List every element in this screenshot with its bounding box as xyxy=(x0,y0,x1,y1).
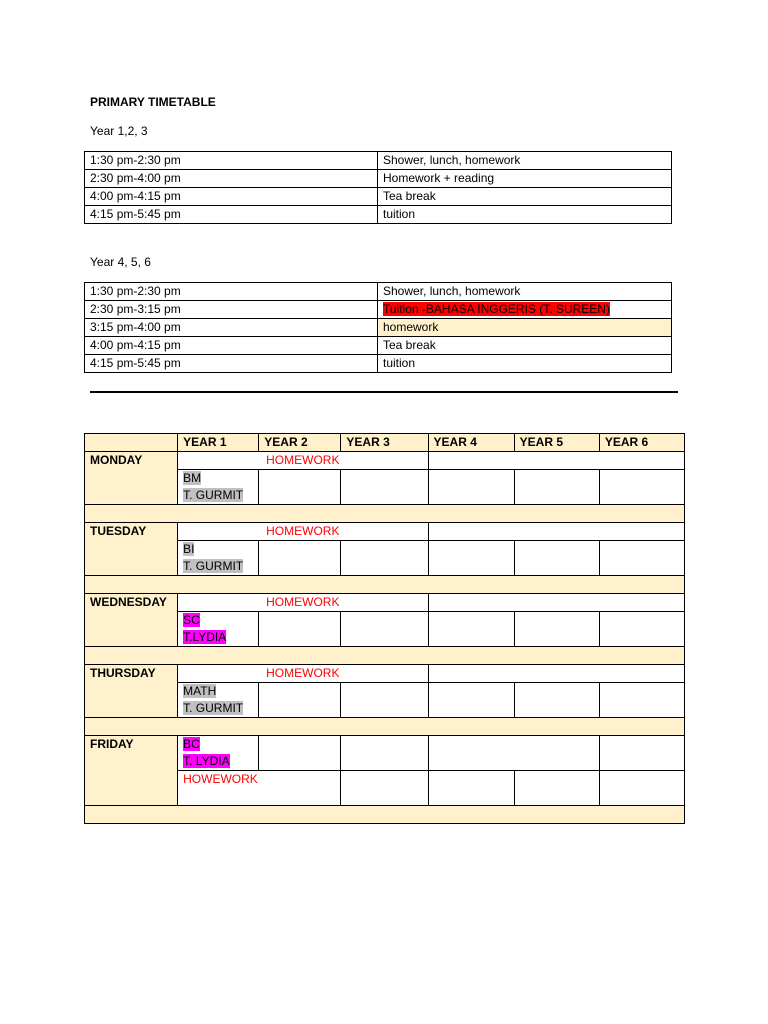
day-row-tuesday xyxy=(85,523,685,541)
schedule-row xyxy=(85,152,672,170)
page-title: PRIMARY TIMETABLE xyxy=(90,95,216,109)
header-year-3: YEAR 3 xyxy=(341,434,428,452)
empty-cell xyxy=(514,771,599,806)
empty-cell xyxy=(341,470,428,505)
day-row-wednesday xyxy=(85,594,685,612)
header-year-6: YEAR 6 xyxy=(599,434,684,452)
subject-cell xyxy=(178,541,259,576)
empty-cell xyxy=(428,523,684,541)
empty-cell xyxy=(428,541,514,576)
group-2-label: Year 4, 5, 6 xyxy=(90,255,151,269)
subject-cell xyxy=(178,736,259,771)
day-label: MONDAY xyxy=(85,452,178,505)
schedule-table-year-1-3 xyxy=(84,151,672,224)
empty-cell xyxy=(428,452,684,470)
header-row xyxy=(85,434,685,452)
schedule-table-year-4-6 xyxy=(84,282,672,373)
spacer-row xyxy=(85,718,685,736)
empty-cell xyxy=(428,683,514,718)
teacher-name: T. GURMIT xyxy=(183,559,244,573)
activity-cell: Tea break xyxy=(378,188,672,206)
corner-cell xyxy=(85,434,178,452)
weekly-timetable xyxy=(84,433,685,824)
day-label: TUESDAY xyxy=(85,523,178,576)
empty-cell xyxy=(514,683,599,718)
activity-cell: Shower, lunch, homework xyxy=(378,283,672,301)
spacer-cell xyxy=(85,505,685,523)
activity-cell: Shower, lunch, homework xyxy=(378,152,672,170)
subject-name: BI xyxy=(183,542,195,556)
empty-cell xyxy=(599,612,684,647)
day-row-thursday xyxy=(85,665,685,683)
activity-cell: Tea break xyxy=(378,337,672,355)
schedule-row xyxy=(85,188,672,206)
time-cell: 4:15 pm-5:45 pm xyxy=(85,206,378,224)
time-cell: 1:30 pm-2:30 pm xyxy=(85,283,378,301)
schedule-row xyxy=(85,283,672,301)
homework-label: HOMEWORK xyxy=(178,452,428,470)
header-year-1: YEAR 1 xyxy=(178,434,259,452)
subject-name: SC xyxy=(183,613,200,627)
empty-cell xyxy=(599,683,684,718)
time-cell: 4:00 pm-4:15 pm xyxy=(85,188,378,206)
time-cell: 4:00 pm-4:15 pm xyxy=(85,337,378,355)
empty-cell xyxy=(259,612,341,647)
empty-cell xyxy=(341,683,428,718)
empty-cell xyxy=(259,736,341,771)
homework-label: HOMEWORK xyxy=(178,523,428,541)
schedule-row xyxy=(85,170,672,188)
empty-cell xyxy=(259,470,341,505)
schedule-row xyxy=(85,355,672,373)
time-cell: 2:30 pm-3:15 pm xyxy=(85,301,378,319)
subject-cell xyxy=(178,470,259,505)
header-year-2: YEAR 2 xyxy=(259,434,341,452)
activity-cell: tuition xyxy=(378,206,672,224)
day-row-friday xyxy=(85,736,685,771)
empty-cell xyxy=(599,771,684,806)
homework-label: HOMEWORK xyxy=(178,594,428,612)
teacher-name: T. GURMIT xyxy=(183,701,244,715)
spacer-row xyxy=(85,576,685,594)
spacer-row xyxy=(85,505,685,523)
horizontal-divider xyxy=(90,391,678,393)
empty-cell xyxy=(428,665,684,683)
spacer-cell xyxy=(85,576,685,594)
spacer-cell xyxy=(85,806,685,824)
empty-cell xyxy=(259,541,341,576)
schedule-row xyxy=(85,337,672,355)
empty-cell xyxy=(341,612,428,647)
empty-cell xyxy=(428,736,599,771)
time-cell: 4:15 pm-5:45 pm xyxy=(85,355,378,373)
activity-cell: tuition xyxy=(378,355,672,373)
activity-cell: Homework + reading xyxy=(378,170,672,188)
header-year-4: YEAR 4 xyxy=(428,434,514,452)
empty-cell xyxy=(514,541,599,576)
teacher-name: T.LYDIA xyxy=(183,630,227,644)
empty-cell xyxy=(259,683,341,718)
spacer-cell xyxy=(85,647,685,665)
day-label: WEDNESDAY xyxy=(85,594,178,647)
subject-cell xyxy=(178,683,259,718)
schedule-row xyxy=(85,319,672,337)
empty-cell xyxy=(599,736,684,771)
highlighted-activity: Tuition -BAHASA INGGERIS (T. SUREEN) xyxy=(383,302,610,316)
spacer-row xyxy=(85,806,685,824)
empty-cell xyxy=(341,771,428,806)
teacher-name: T. LYDIA xyxy=(183,754,230,768)
day-label: THURSDAY xyxy=(85,665,178,718)
group-1-label: Year 1,2, 3 xyxy=(90,124,148,138)
subject-name: BC xyxy=(183,737,200,751)
time-cell: 1:30 pm-2:30 pm xyxy=(85,152,378,170)
time-cell: 2:30 pm-4:00 pm xyxy=(85,170,378,188)
subject-cell xyxy=(178,612,259,647)
empty-cell xyxy=(514,470,599,505)
empty-cell xyxy=(341,541,428,576)
homework-label: HOMEWORK xyxy=(178,665,428,683)
empty-cell xyxy=(341,736,428,771)
empty-cell xyxy=(428,612,514,647)
schedule-row xyxy=(85,301,672,319)
teacher-name: T. GURMIT xyxy=(183,488,244,502)
day-row-monday xyxy=(85,452,685,470)
spacer-cell xyxy=(85,718,685,736)
header-year-5: YEAR 5 xyxy=(514,434,599,452)
empty-cell xyxy=(514,612,599,647)
time-cell: 3:15 pm-4:00 pm xyxy=(85,319,378,337)
activity-cell: homework xyxy=(378,319,672,337)
subject-name: BM xyxy=(183,471,202,485)
empty-cell xyxy=(428,470,514,505)
empty-cell xyxy=(599,470,684,505)
empty-cell xyxy=(428,594,684,612)
schedule-row xyxy=(85,206,672,224)
activity-cell xyxy=(378,301,672,319)
subject-name: MATH xyxy=(183,684,217,698)
note-cell: HOWEWORK xyxy=(178,771,341,806)
empty-cell xyxy=(599,541,684,576)
day-label: FRIDAY xyxy=(85,736,178,806)
empty-cell xyxy=(428,771,514,806)
spacer-row xyxy=(85,647,685,665)
